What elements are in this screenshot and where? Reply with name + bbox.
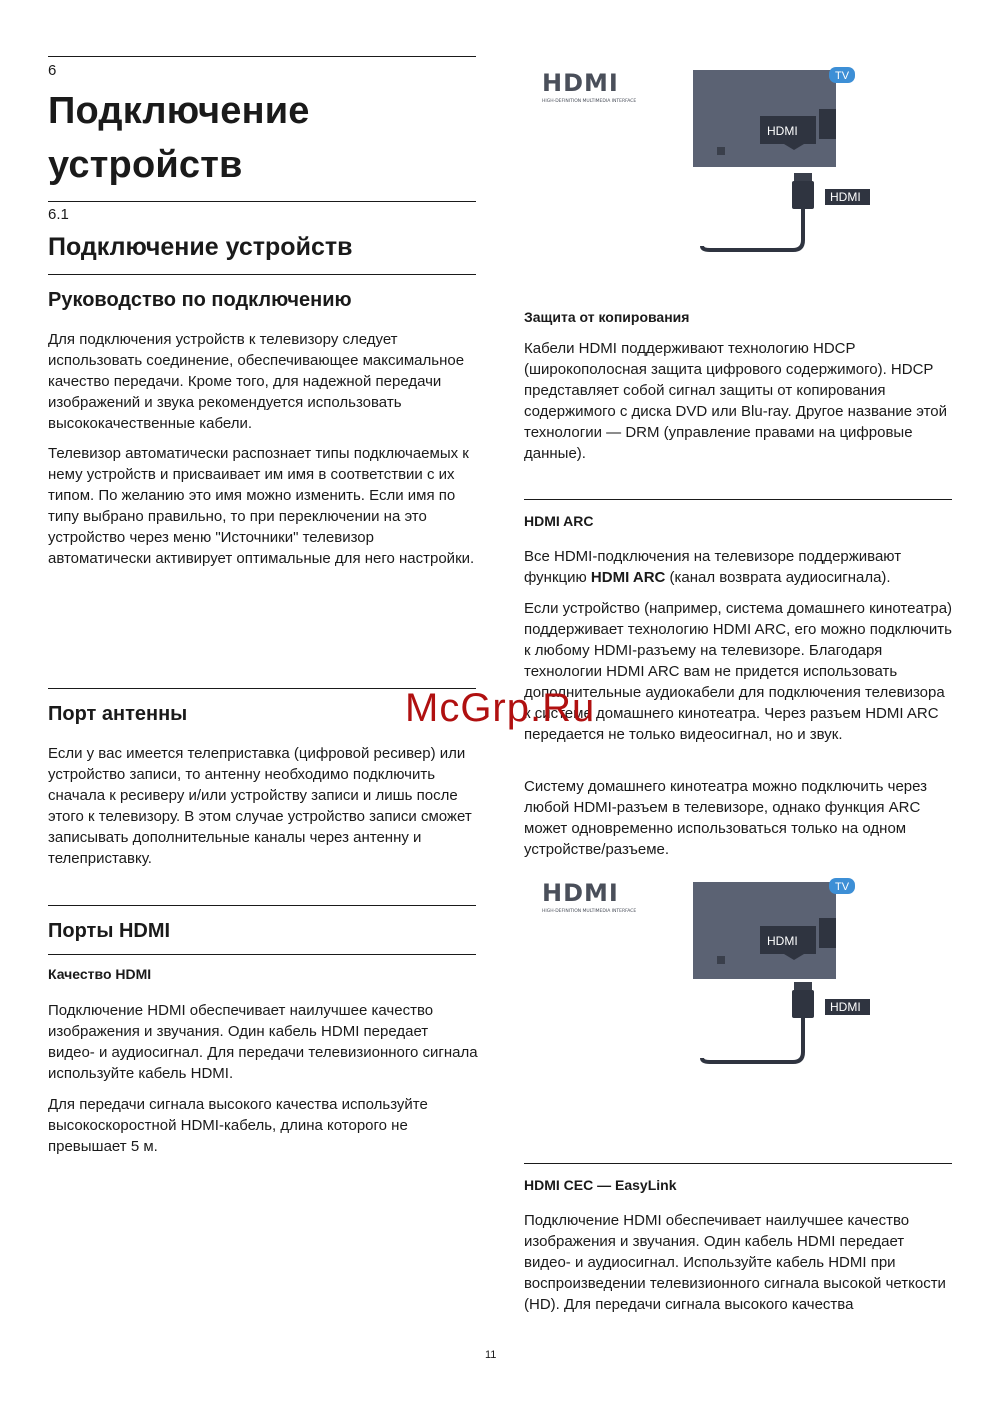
tv-badge-2: TV bbox=[835, 881, 850, 893]
hdmi-arc-p1-bold: HDMI ARC bbox=[590, 569, 666, 586]
hdmi-cable bbox=[702, 209, 803, 250]
hdmi-diagram-1 bbox=[524, 58, 954, 268]
guide-paragraph-1: Для подключения устройств к телевизору следует использовать соединение, обеспечивающее максимальное качество передачи. Кроме того, для надежной передачи изображений и звука рекомендуется использовать высококачественные кабели. bbox=[48, 331, 465, 432]
copy-protection-heading: Защита от копирования bbox=[524, 309, 690, 325]
guide-rule bbox=[48, 274, 476, 275]
hdmi-cec-heading: HDMI CEC — EasyLink bbox=[524, 1177, 677, 1193]
hdmi-logo-2 bbox=[542, 879, 636, 914]
chapter-top-rule bbox=[48, 56, 476, 57]
hdmi-quality-rule bbox=[48, 954, 476, 955]
hdmi-logo-subtitle-2: HIGH-DEFINITION MULTIMEDIA INTERFACE bbox=[542, 909, 637, 914]
hdmi-plug-tip bbox=[794, 173, 812, 181]
chapter-number: 6 bbox=[48, 62, 57, 79]
guide-paragraph-2: Телевизор автоматически распознает типы подключаемых к нему устройств и присваивает им имя в соответствии с их типом. По желанию это имя можно изменить. Если имя по типу выбрано правильно, то при переключении на это устройство через меню "Источники" телевизор автоматически активирует оптимальные для него настройки. bbox=[48, 445, 475, 567]
hdmi-cec-rule bbox=[524, 1163, 952, 1164]
section-title: Подключение устройств bbox=[48, 233, 353, 261]
hdmi-diagram-2 bbox=[524, 868, 954, 1078]
chapter-title-line1: Подключение bbox=[48, 90, 310, 132]
antenna-paragraph: Если у вас имеется телеприставка (цифровой ресивер) или устройство записи, то антенну необходимо подключить сначала к ресиверу и/или устройству записи и лишь после этого к телевизору. В этом случае устройство записи сможет записывать дополнительные каналы через антенну и телеприставку. bbox=[48, 745, 472, 867]
tv-port bbox=[819, 109, 836, 139]
hdmi-arc-p1-tail: (канал возврата аудиосигнала). bbox=[665, 569, 891, 586]
guide-heading: Руководство по подключению bbox=[48, 289, 352, 311]
hdmi-logo-text-2: HDMI bbox=[542, 879, 619, 907]
section-top-rule bbox=[48, 201, 476, 202]
cable-label: HDMI bbox=[830, 190, 861, 204]
hdmi-quality-paragraph-1: Подключение HDMI обеспечивает наилучшее качество изображения и звучания. Один кабель HDMI передает видео- и аудиосигнал. Для передачи телевизионного сигнала используйте кабель HDMI. bbox=[48, 1002, 478, 1082]
hdmi-ports-heading: Порты HDMI bbox=[48, 920, 171, 942]
hdmi-logo-subtitle: HIGH-DEFINITION MULTIMEDIA INTERFACE bbox=[542, 99, 637, 104]
hdmi-quality-paragraph-2: Для передачи сигнала высокого качества используйте высокоскоростной HDMI-кабель, длина которого не превышает 5 м. bbox=[48, 1096, 428, 1155]
section-number: 6.1 bbox=[48, 206, 69, 223]
hdmi-quality-heading: Качество HDMI bbox=[48, 966, 152, 982]
tv-port-2 bbox=[819, 918, 836, 948]
hdmi-plug-2 bbox=[792, 990, 814, 1018]
tv-port-label: HDMI bbox=[767, 124, 798, 138]
tv-indicator-2 bbox=[717, 956, 725, 964]
hdmi-logo bbox=[542, 69, 636, 104]
tv-port-label-2: HDMI bbox=[767, 934, 798, 948]
chapter-title-line2: устройств bbox=[48, 144, 243, 186]
watermark: McGrp.Ru bbox=[405, 686, 596, 730]
hdmi-plug-tip-2 bbox=[794, 982, 812, 990]
hdmi-arc-paragraph-3: Систему домашнего кинотеатра можно подключить через любой HDMI-разъем в телевизоре, однако функция ARC может одновременно использоваться только на одном устройстве/разъеме. bbox=[524, 778, 928, 858]
copy-protection-paragraph: Кабели HDMI поддерживают технологию HDCP (широкополосная защита цифрового содержимого). HDCP представляет собой сигнал защиты от копирования содержимого с диска DVD или Blu-ray. Другое название этой технологии — DRM (управление правами на цифровые данные). bbox=[524, 340, 948, 462]
hdmi-arc-paragraph-2: Если устройство (например, система домашнего кинотеатра) поддерживает технологию HDMI ARC, его можно подключить к любому HDMI-разъему на телевизоре. Благодаря технологии HDMI ARC вам не придется использовать дополнительные аудиокабели для подключения телевизора к системе домашнего кинотеатра. Через разъем HDMI ARC передается не только видеосигнал, но и звук. bbox=[524, 600, 953, 743]
tv-badge: TV bbox=[835, 70, 850, 82]
hdmi-ports-rule bbox=[48, 905, 476, 906]
hdmi-arc-p1-text: Все HDMI-подключения на телевизоре поддерживают функцию bbox=[524, 548, 902, 586]
hdmi-arc-rule bbox=[524, 499, 952, 500]
hdmi-arc-paragraph-1 bbox=[524, 546, 954, 588]
hdmi-diagram-svg-2 bbox=[524, 868, 954, 1078]
page-number: 11 bbox=[485, 1349, 497, 1361]
cable-label-2: HDMI bbox=[830, 1000, 861, 1014]
hdmi-arc-heading: HDMI ARC bbox=[524, 513, 594, 529]
hdmi-cec-paragraph: Подключение HDMI обеспечивает наилучшее качество изображения и звучания. Один кабель HDMI передает видео- и аудиосигнал. Используйте кабель HDMI при воспроизведении телевизионного сигнала высокой четкости (HD). Для передачи сигнала высокого качества bbox=[524, 1212, 946, 1313]
hdmi-logo-text: HDMI bbox=[542, 69, 619, 97]
hdmi-plug bbox=[792, 181, 814, 209]
antenna-heading: Порт антенны bbox=[48, 703, 188, 725]
tv-indicator bbox=[717, 147, 725, 155]
hdmi-diagram-svg bbox=[524, 58, 954, 268]
hdmi-cable-2 bbox=[702, 1018, 803, 1062]
